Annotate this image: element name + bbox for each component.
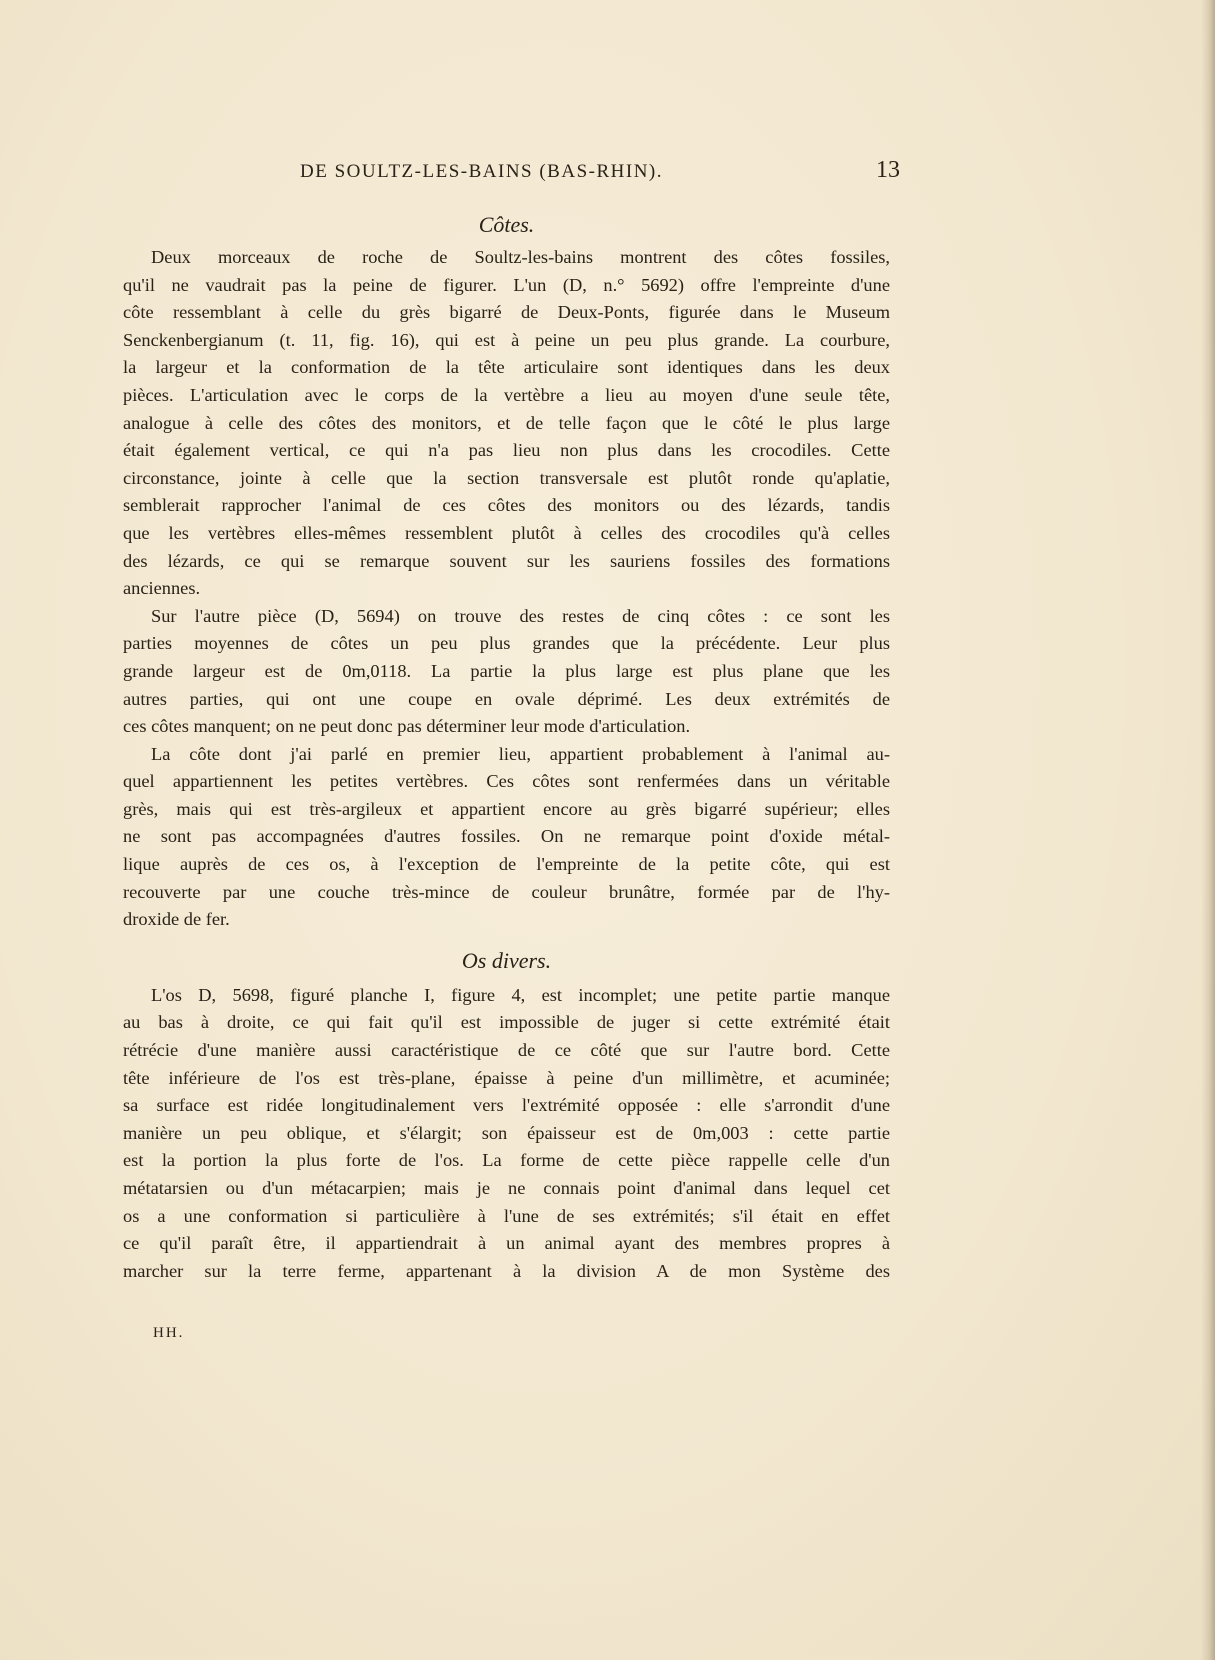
text-line: ces côtes manquent; on ne peut donc pas déterminer leur mode d'articulation.	[123, 716, 691, 737]
text-line: os a une conformation si particulière à l'une de ses extrémités; s'il était en effet	[123, 1205, 890, 1226]
section-title-os-divers: Os divers.	[461, 947, 552, 973]
text-line: lique auprès de ces os, à l'exception de l'empreinte de la petite côte, qui est	[123, 854, 890, 875]
text-line: rétrécie d'une manière aussi caractéristique de ce côté que sur l'autre bord. Cette	[123, 1040, 890, 1061]
text-line: la largeur et la conformation de la tête articulaire sont identiques dans les deux	[123, 357, 890, 378]
text-line: Sur l'autre pièce (D, 5694) on trouve des restes de cinq côtes : ce sont les	[151, 605, 890, 626]
text-line: marcher sur la terre ferme, appartenant à la division A de mon Système des	[123, 1260, 890, 1281]
text-line: grande largeur est de 0m,0118. La partie la plus large est plus plane que les	[123, 660, 890, 681]
text-line: Deux morceaux de roche de Soultz-les-bains montrent des côtes fossiles,	[151, 247, 890, 267]
text-line: des lézards, ce qui se remarque souvent sur les sauriens fossiles des formations	[123, 550, 890, 571]
text-line: était également vertical, ce qui n'a pas lieu non plus dans les crocodiles. Cette	[123, 440, 890, 461]
text-line: sa surface est ridée longitudinalement vers l'extrémité opposée : elle s'arrondit d'une	[123, 1095, 890, 1116]
text-line: ne sont pas accompagnées d'autres fossiles. On ne remarque point d'oxide métal-	[123, 826, 890, 847]
text-line: autres parties, qui ont une coupe en ovale déprimé. Les deux extrémités de	[123, 688, 890, 709]
text-line: droxide de fer.	[123, 909, 230, 930]
text-line: circonstance, jointe à celle que la section transversale est plutôt ronde qu'aplatie,	[123, 467, 890, 488]
text-line: parties moyennes de côtes un peu plus grandes que la précédente. Leur plus	[123, 633, 890, 654]
text-line: recouverte par une couche très-mince de couleur brunâtre, formée par de l'hy-	[123, 881, 890, 902]
paragraph	[123, 741, 890, 934]
text-line: grès, mais qui est très-argileux et appartient encore au grès bigarré supérieur; elles	[123, 798, 890, 819]
paragraph	[123, 244, 890, 603]
signature-mark: HH.	[153, 1325, 185, 1341]
text-line: qu'il ne vaudrait pas la peine de figurer. L'un (D, n.° 5692) offre l'empreinte d'une	[123, 274, 890, 295]
page-number: 13	[876, 157, 900, 183]
paragraph	[123, 982, 890, 1286]
text-line: semblerait rapprocher l'animal de ces côtes des monitors ou des lézards, tandis	[123, 495, 890, 516]
page-edge-shadow	[1201, 0, 1215, 1660]
text-line: anciennes.	[123, 578, 201, 599]
running-head: DE SOULTZ-LES-BAINS (BAS-RHIN).	[300, 161, 663, 182]
text-line: au bas à droite, ce qui fait qu'il est impossible de juger si cette extrémité était	[123, 1012, 890, 1033]
page-header	[300, 155, 900, 195]
text-line: analogue à celle des côtes des monitors, et de telle façon que le côté le plus large	[123, 412, 890, 433]
text-line: quel appartiennent les petites vertèbres. Ces côtes sont renfermées dans un véritable	[123, 771, 890, 792]
paragraph	[123, 603, 890, 741]
text-line: pièces. L'articulation avec le corps de la vertèbre a lieu au moyen d'une seule tête,	[123, 384, 890, 405]
text-block	[123, 210, 890, 1285]
text-line: Senckenbergianum (t. 11, fig. 16), qui est à peine un peu plus grande. La courbure,	[123, 329, 890, 350]
text-line: ce qu'il paraît être, il appartiendrait à un animal ayant des membres propres à	[123, 1233, 890, 1254]
text-line: manière un peu oblique, et s'élargit; son épaisseur est de 0m,003 : cette partie	[123, 1122, 890, 1143]
text-line: tête inférieure de l'os est très-plane, épaisse à peine d'un millimètre, et acuminée;	[123, 1067, 890, 1088]
text-line: La côte dont j'ai parlé en premier lieu, appartient probablement à l'animal au-	[151, 743, 890, 764]
text-line: que les vertèbres elles-mêmes ressemblent plutôt à celles des crocodiles qu'à celles	[123, 522, 890, 543]
text-line: est la portion la plus forte de l'os. La forme de cette pièce rappelle celle d'un	[123, 1150, 890, 1171]
text-line: métatarsien ou d'un métacarpien; mais je ne connais point d'animal dans lequel cet	[123, 1178, 890, 1198]
section-title-cotes: Côtes.	[478, 212, 535, 237]
text-line: côte ressemblant à celle du grès bigarré de Deux-Ponts, figurée dans le Museum	[123, 302, 890, 323]
text-line: L'os D, 5698, figuré planche I, figure 4, est incomplet; une petite partie manque	[151, 984, 890, 1005]
